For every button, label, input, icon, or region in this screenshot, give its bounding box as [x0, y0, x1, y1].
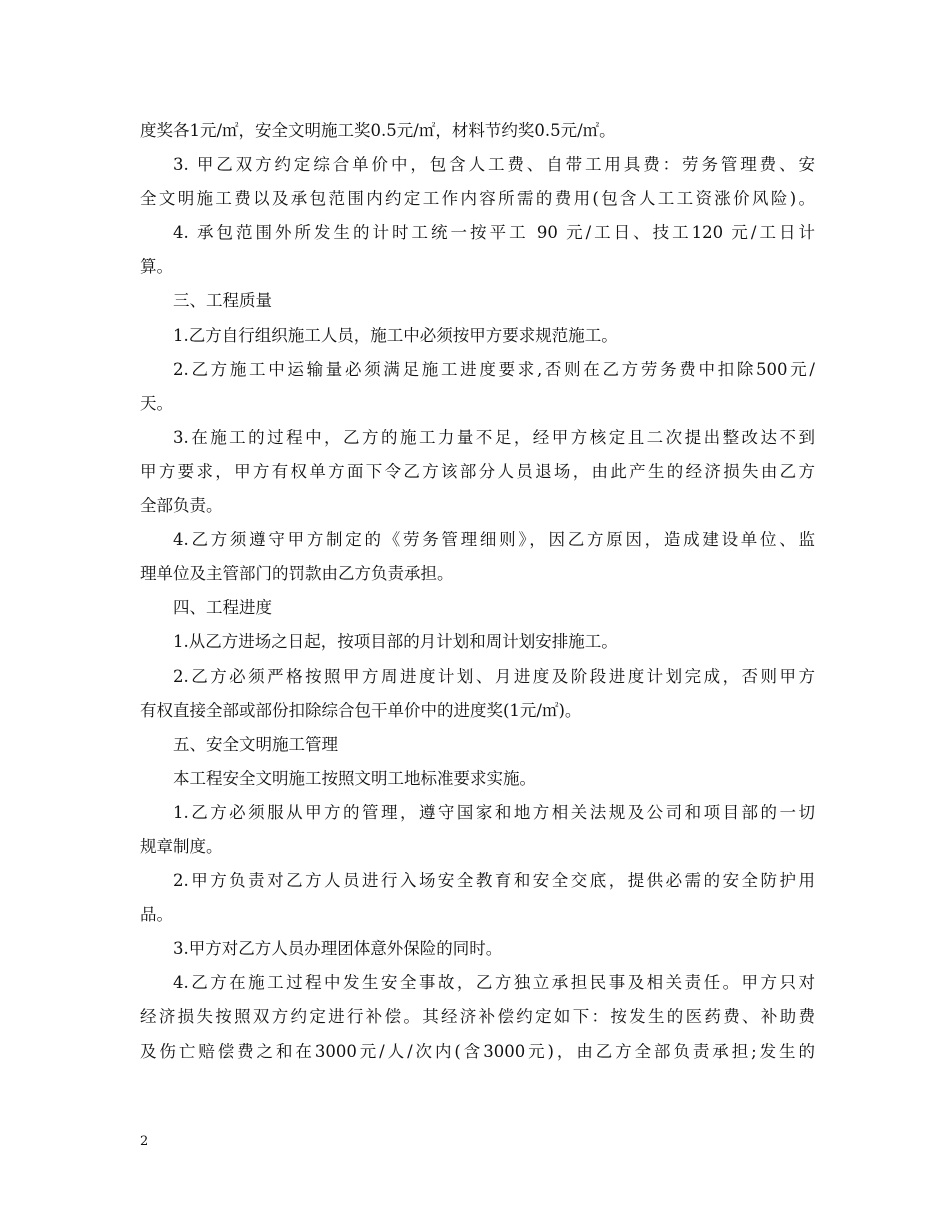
text-line: 度奖各1元/㎡，安全文明施工奖0.5元/㎡，材料节约奖0.5元/㎡。	[140, 121, 616, 140]
text-line: 3. 甲乙双方约定综合单价中，包含人工费、自带工用具费：劳务管理费、安	[173, 155, 815, 175]
text-line: 理单位及主管部门的罚款由乙方负责承担。	[140, 564, 454, 584]
text-line: 4.乙方在施工过程中发生安全事故，乙方独立承担民事及相关责任。甲方只对	[173, 973, 815, 993]
text-line: 规章制度。	[140, 836, 223, 856]
text-line: 全部负责。	[140, 496, 223, 516]
text-line: 及伤亡赔偿费之和在3000元/人/次内(含3000元)，由乙方全部负责承担;发生的	[140, 1041, 815, 1061]
section-heading: 三、工程质量	[173, 291, 272, 311]
text-line: 2.乙方施工中运输量必须满足施工进度要求,否则在乙方劳务费中扣除500元/	[173, 359, 815, 379]
text-line: 全文明施工费以及承包范围内约定工作内容所需的费用(包含人工工资涨价风险)。	[140, 189, 815, 209]
text-line: 品。	[140, 905, 173, 925]
text-line: 天。	[140, 393, 173, 413]
text-line: 1.乙方自行组织施工人员，施工中必须按甲方要求规范施工。	[173, 325, 618, 345]
text-line: 算。	[140, 257, 173, 277]
text-line: 3.在施工的过程中，乙方的施工力量不足，经甲方核定且二次提出整改达不到	[173, 427, 815, 447]
text-line: 1.乙方必须服从甲方的管理，遵守国家和地方相关法规及公司和项目部的一切	[173, 802, 815, 822]
text-line: 4. 承包范围外所发生的计时工统一按平工 90 元/工日、技工120 元/工日计	[173, 223, 815, 243]
page-number: 2	[140, 1134, 149, 1149]
text-line: 1.从乙方进场之日起，按项目部的月计划和周计划安排施工。	[173, 632, 618, 652]
text-line: 经济损失按照双方约定进行补偿。其经济补偿约定如下：按发生的医药费、补助费	[140, 1007, 815, 1027]
text-line: 甲方要求，甲方有权单方面下令乙方该部分人员退场，由此产生的经济损失由乙方	[140, 461, 815, 481]
text-line: 3.甲方对乙方人员办理团体意外保险的同时。	[173, 939, 503, 959]
text-line: 有权直接全部或部份扣除综合包干单价中的进度奖(1元/㎡)。	[140, 700, 582, 720]
section-heading: 四、工程进度	[173, 598, 272, 618]
text-line: 2.乙方必须严格按照甲方周进度计划、月进度及阶段进度计划完成，否则甲方	[173, 666, 815, 686]
document-body	[140, 114, 815, 1069]
text-line: 本工程安全文明施工按照文明工地标准要求实施。	[173, 768, 536, 788]
section-heading: 五、安全文明施工管理	[173, 734, 338, 754]
text-line: 2.甲方负责对乙方人员进行入场安全教育和安全交底，提供必需的安全防护用	[173, 871, 815, 891]
text-line: 4.乙方须遵守甲方制定的《劳务管理细则》，因乙方原因，造成建设单位、监	[173, 530, 815, 550]
